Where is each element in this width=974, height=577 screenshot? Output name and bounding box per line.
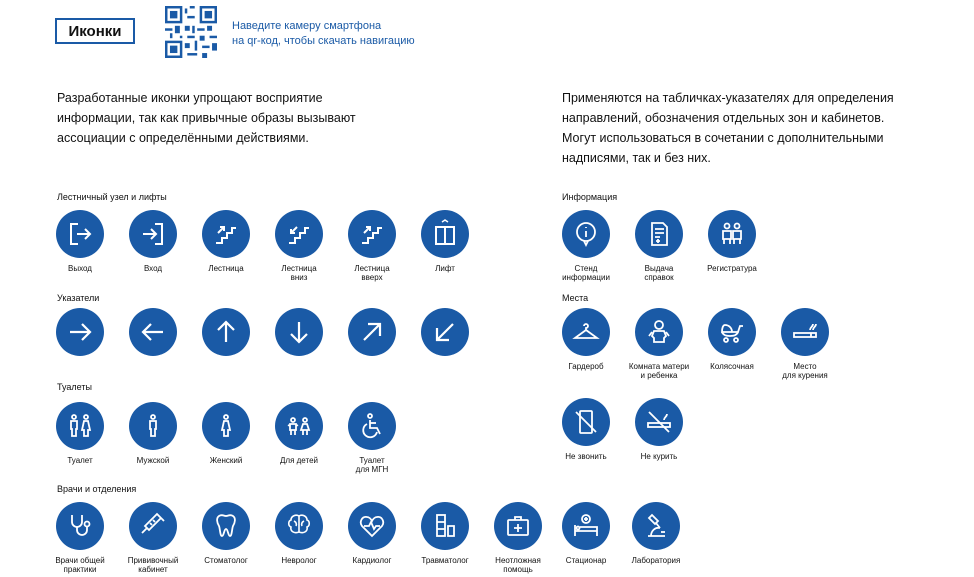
stethoscope-icon	[65, 511, 95, 541]
icon-label: Вход	[143, 264, 163, 273]
icon-male[interactable]	[113, 402, 193, 465]
male-icon	[138, 411, 168, 441]
microscope-icon	[641, 511, 671, 541]
toilet-icon	[65, 411, 95, 441]
no-phone-icon	[571, 407, 601, 437]
syringe-icon	[138, 511, 168, 541]
icon-label: Лифт	[435, 264, 455, 273]
icon-lab[interactable]	[616, 502, 696, 565]
wheelchair-icon	[357, 411, 387, 441]
icon-label: Неотложная помощь	[495, 556, 541, 574]
icon-certificates[interactable]	[619, 210, 699, 282]
arrow-down-left-icon	[430, 317, 460, 347]
arrow-up-icon	[211, 317, 241, 347]
icon-vaccine[interactable]	[113, 502, 193, 574]
icon-label: Для детей	[280, 456, 318, 465]
arrow-up-pointer[interactable]	[186, 308, 266, 356]
female-icon	[211, 411, 241, 441]
icon-label: Не курить	[640, 452, 678, 461]
icon-registry[interactable]	[692, 210, 772, 273]
icon-stroller[interactable]	[692, 308, 772, 371]
bed-icon	[571, 511, 601, 541]
icon-mother-child[interactable]	[619, 308, 699, 380]
hanger-icon	[571, 317, 601, 347]
icon-label: Не звонить	[565, 452, 607, 461]
icon-label: Лестница	[208, 264, 244, 273]
icon-elevator[interactable]	[405, 210, 485, 273]
section-info: Информация	[562, 192, 618, 202]
arrow-up-right-pointer[interactable]	[332, 308, 412, 356]
no-smoking-icon	[644, 407, 674, 437]
icon-smoking[interactable]	[765, 308, 845, 380]
icon-dentist[interactable]	[186, 502, 266, 565]
icon-label: Прививочный кабинет	[127, 556, 179, 574]
icon-label: Стоматолог	[204, 556, 248, 565]
stairs-up-icon	[357, 219, 387, 249]
icon-no-smoking[interactable]	[619, 398, 699, 461]
icon-label: Кардиолог	[352, 556, 392, 565]
icon-label: Выход	[68, 264, 92, 273]
icon-label: Травматолог	[421, 556, 469, 565]
page-title: Иконки	[55, 18, 135, 44]
arrow-left-icon	[138, 317, 168, 347]
section-places: Места	[562, 293, 589, 303]
icon-kids[interactable]	[259, 402, 339, 465]
icon-label: Лестница вниз	[281, 264, 317, 282]
icon-label: Место для курения	[782, 362, 828, 380]
icon-exit[interactable]	[40, 210, 120, 273]
section-pointers: Указатели	[57, 293, 100, 303]
baby-icon	[644, 317, 674, 347]
kids-icon	[284, 411, 314, 441]
icon-stairs-down[interactable]	[259, 210, 339, 282]
icon-label: Туалет	[67, 456, 93, 465]
cigarette-icon	[790, 317, 820, 347]
arrow-up-right-icon	[357, 317, 387, 347]
arrow-left-pointer[interactable]	[113, 308, 193, 356]
stroller-icon	[717, 317, 747, 347]
icon-female[interactable]	[186, 402, 266, 465]
arrow-right-icon	[65, 317, 95, 347]
icon-hospital[interactable]	[546, 502, 626, 565]
info-icon	[571, 219, 601, 249]
reception-icon	[717, 219, 747, 249]
icon-toilet[interactable]	[40, 402, 120, 465]
icon-label: Комната матери и ребенка	[628, 362, 690, 380]
icon-label: Регистратура	[707, 264, 757, 273]
arrow-right-pointer[interactable]	[40, 308, 120, 356]
icon-label: Гардероб	[568, 362, 604, 371]
heart-pulse-icon	[357, 511, 387, 541]
arrow-down-icon	[284, 317, 314, 347]
icon-label: Туалет для МГН	[355, 456, 389, 474]
icon-label: Стенд информации	[562, 264, 610, 282]
qr-hint: Наведите камеру смартфона на qr-код, чтобы скачать навигацию	[232, 20, 415, 47]
arrow-down-pointer[interactable]	[259, 308, 339, 356]
exit-icon	[65, 219, 95, 249]
section-toilets: Туалеты	[57, 382, 92, 392]
brain-icon	[284, 511, 314, 541]
icon-label: Невролог	[281, 556, 317, 565]
icon-gp[interactable]	[40, 502, 120, 574]
qr-code-icon[interactable]	[165, 6, 217, 58]
icon-wardrobe[interactable]	[546, 308, 626, 371]
section-doctors: Врачи и отделения	[57, 484, 137, 494]
icon-label: Выдача справок	[644, 264, 674, 282]
intro-left: Разработанные иконки упрощают восприятие информации, так как привычные образы вызывают ассоциации с определёнными действиями.	[57, 91, 356, 145]
icon-trauma[interactable]	[405, 502, 485, 565]
icon-stairs-up[interactable]	[332, 210, 412, 282]
entrance-icon	[138, 219, 168, 249]
icon-entrance[interactable]	[113, 210, 193, 273]
tooth-icon	[211, 511, 241, 541]
document-icon	[644, 219, 674, 249]
icon-stairs[interactable]	[186, 210, 266, 273]
bone-icon	[430, 511, 460, 541]
stairs-down-icon	[284, 219, 314, 249]
icon-label: Мужской	[136, 456, 170, 465]
section-stairs: Лестничный узел и лифты	[57, 192, 167, 202]
icon-label: Лаборатория	[631, 556, 681, 565]
icon-label: Женский	[209, 456, 243, 465]
first-aid-icon	[503, 511, 533, 541]
icon-label: Стационар	[565, 556, 607, 565]
icon-toilet-mgn[interactable]	[332, 402, 412, 474]
icon-label: Колясочная	[710, 362, 754, 371]
elevator-icon	[430, 219, 460, 249]
stairs-icon	[211, 219, 241, 249]
icon-neuro[interactable]	[259, 502, 339, 565]
icon-cardio[interactable]	[332, 502, 412, 565]
icon-no-call[interactable]	[546, 398, 626, 461]
intro-right: Применяются на табличках-указателях для определения направлений, обозначения отдельных зон и кабинетов. Могут использоваться в сочетании с дополнительными надписями, так и без них.	[562, 91, 894, 165]
arrow-down-left-pointer[interactable]	[405, 308, 485, 356]
icon-label: Лестница вверх	[354, 264, 390, 282]
icon-info-stand[interactable]	[546, 210, 626, 282]
icon-label: Врачи общей практики	[55, 556, 105, 574]
